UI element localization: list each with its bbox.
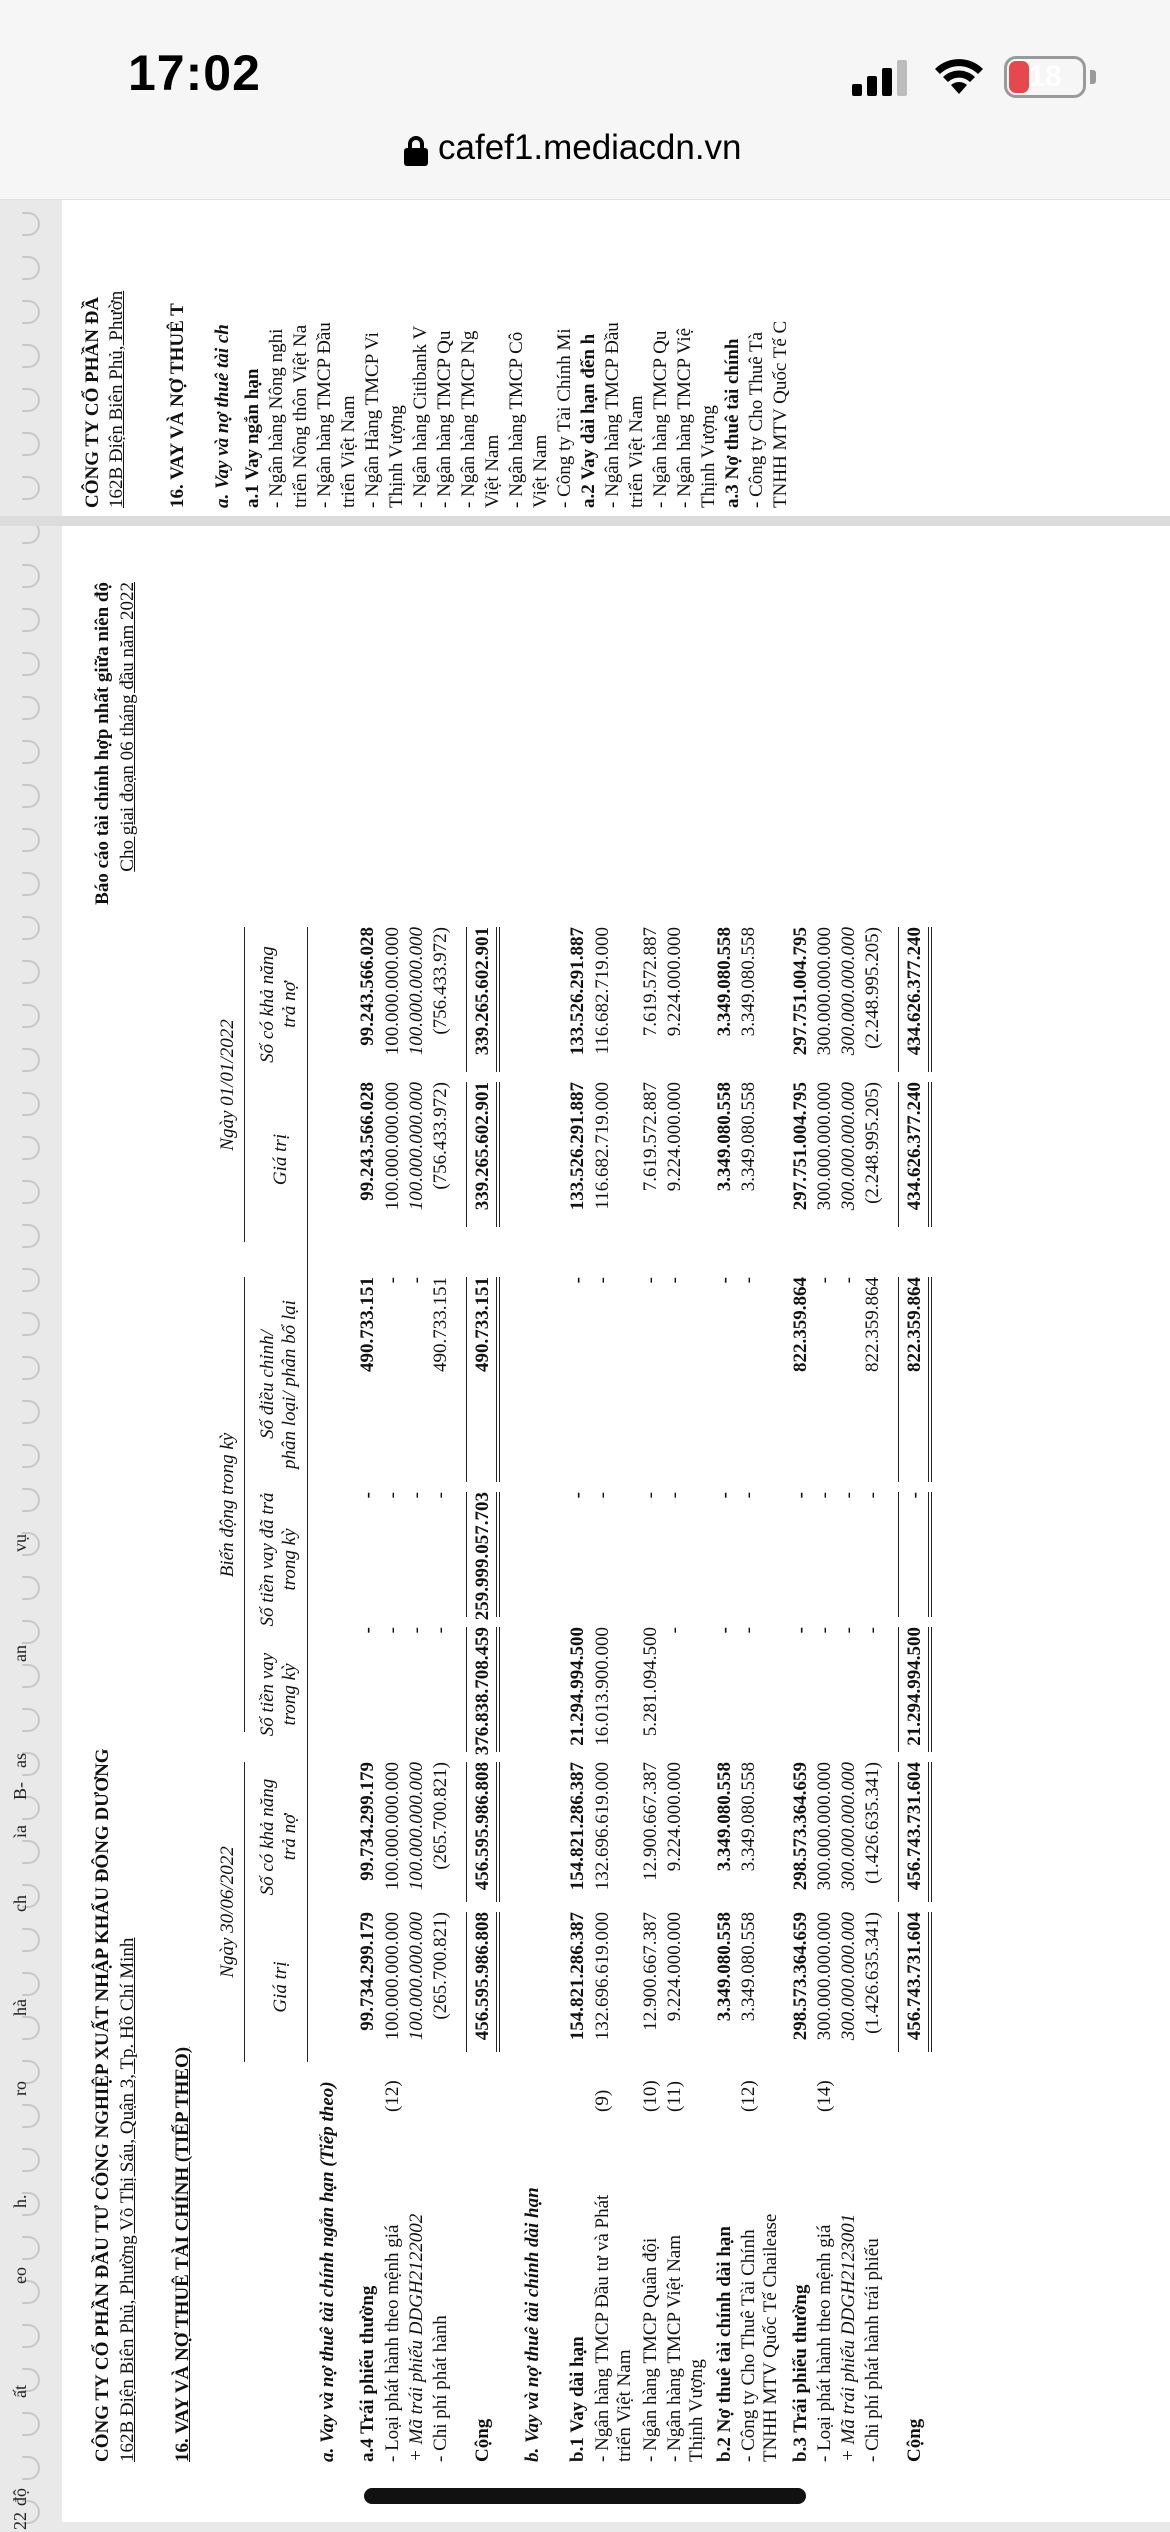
table-cell: 21.294.994.500 — [904, 1627, 925, 1746]
pdf-viewer[interactable] — [0, 200, 1170, 2532]
table-cell: 490.733.151 — [357, 1277, 378, 1372]
prev-address: 162B Điện Biên Phủ, Phườn — [106, 290, 127, 508]
table-cell: 132.696.619.000 — [592, 1912, 613, 2041]
table-cell: 297.751.004.795 — [790, 927, 811, 1056]
fragment-text: ro — [10, 2081, 30, 2096]
column-header: Số tiền vay đã trả — [257, 1492, 278, 1627]
prev-line: - Ngân hàng TMCP Ng — [458, 330, 479, 508]
table-cell: - — [814, 1277, 835, 1284]
group-rule-3 — [244, 927, 245, 1242]
total-double-rule — [496, 1627, 500, 1752]
row-label: b. Vay và nợ thuê tài chính dài hạn — [522, 2187, 543, 2462]
table-cell: - — [664, 1492, 685, 1499]
fragment-text: ch — [10, 1895, 30, 1912]
table-cell: - — [838, 1277, 859, 1284]
row-label-continued: triển Việt Nam — [614, 2349, 635, 2462]
table-cell: - — [738, 1277, 759, 1284]
status-time: 17:02 — [128, 45, 261, 101]
table-cell: - — [592, 1277, 613, 1284]
table-cell: - — [814, 1627, 835, 1634]
prev-line: Thịnh Vượng — [698, 405, 719, 508]
fragment-text: độ — [10, 2488, 30, 2506]
row-label: + Mã trái phiếu DDGH2123001 — [838, 2213, 859, 2462]
column-header: Giá trị — [270, 1961, 291, 2013]
prev-line: triển Việt Nam — [338, 395, 359, 508]
total-double-rule — [496, 1492, 500, 1617]
table-cell: 5.281.094.500 — [640, 1627, 661, 1737]
table-cell: - — [592, 1492, 613, 1499]
prev-line: - Ngân hàng TMCP Đầu — [314, 322, 335, 508]
table-cell: 300.000.000.000 — [838, 1082, 859, 1211]
table-cell: - — [814, 1492, 835, 1499]
table-cell: 9.224.000.000 — [664, 1082, 685, 1192]
total-double-rule — [928, 1762, 932, 1902]
total-top-rule — [466, 1492, 467, 1617]
row-note: (14) — [814, 2080, 835, 2112]
group-rule-2 — [244, 1277, 245, 1732]
row-label: + Mã trái phiếu DDGH2122002 — [406, 2213, 427, 2462]
table-cell: 822.359.864 — [862, 1277, 883, 1372]
current-page — [62, 522, 1170, 2522]
table-cell: 300.000.000.000 — [838, 1762, 859, 1891]
row-note: (12) — [382, 2080, 403, 2112]
fragment-text: an — [10, 1645, 30, 1662]
prev-line: - Ngân hàng TMCP Qu — [650, 330, 671, 508]
total-top-rule — [898, 1762, 899, 1902]
table-cell: 339.265.602.901 — [472, 1082, 493, 1211]
table-cell: - — [862, 1492, 883, 1499]
table-cell: 822.359.864 — [904, 1277, 925, 1372]
table-cell: - — [714, 1492, 735, 1499]
fragment-text: 22 — [10, 2512, 30, 2530]
total-double-rule — [928, 927, 932, 1072]
table-cell: 99.243.566.028 — [357, 1082, 378, 1201]
table-cell: (1.426.635.341) — [862, 1762, 883, 1884]
table-cell: 100.000.000.000 — [382, 1762, 403, 1891]
row-label: a. Vay và nợ thuê tài chính ngắn hạn (Tiếp theo) — [317, 2081, 338, 2462]
section-title: 16. VAY VÀ NỢ THUÊ TÀI CHÍNH (TIẾP THEO) — [172, 2046, 193, 2462]
previous-page-content — [62, 200, 1170, 518]
table-cell: (2.248.995.205) — [862, 1082, 883, 1204]
row-label: b.1 Vay dài hạn — [567, 2336, 588, 2462]
row-label: - Loại phát hành theo mệnh giá — [814, 2224, 835, 2462]
table-cell: - — [664, 1277, 685, 1284]
row-label: - Chi phí phát hành trái phiếu — [862, 2238, 883, 2462]
row-label: - Công ty Cho Thuê Tài Chính — [738, 2229, 759, 2462]
prev-line: Việt Nam — [482, 434, 503, 508]
cellular-signal-icon — [852, 60, 912, 96]
table-cell: 16.013.900.000 — [592, 1627, 613, 1746]
total-top-rule — [466, 1277, 467, 1482]
fragment-text: ất — [10, 2385, 30, 2398]
table-cell: (265.700.821) — [430, 1912, 451, 2020]
group-rule-1 — [244, 1762, 245, 2062]
total-double-rule — [496, 1762, 500, 1902]
total-double-rule — [928, 1627, 932, 1752]
column-header: trả nợ — [279, 1813, 300, 1861]
table-cell: - — [714, 1277, 735, 1284]
table-cell: - — [640, 1277, 661, 1284]
table-cell: 297.751.004.795 — [790, 1082, 811, 1211]
column-header: Số điều chỉnh/ — [257, 1330, 278, 1439]
lock-icon — [404, 136, 428, 166]
prev-line: TNHH MTV Quốc Tế C — [770, 320, 791, 508]
column-header: Số có khả năng — [257, 1778, 278, 1896]
table-cell: - — [904, 1492, 925, 1499]
prev-line: a.1 Vay ngắn hạn — [242, 368, 263, 508]
total-double-rule — [928, 1082, 932, 1227]
battery-level: 18 — [1028, 60, 1062, 93]
table-cell: 3.349.080.558 — [738, 927, 759, 1037]
prev-line: - Ngân Hàng TMCP Vi — [362, 332, 383, 508]
table-cell: 822.359.864 — [790, 1277, 811, 1372]
url-text[interactable]: cafef1.mediacdn.vn — [438, 128, 742, 167]
total-double-rule — [496, 1082, 500, 1227]
column-header: trả nợ — [279, 981, 300, 1028]
prev-line: a.3 Nợ thuê tài chính — [722, 338, 743, 508]
row-label: Cộng — [904, 2418, 925, 2462]
total-double-rule — [496, 1277, 500, 1482]
wifi-icon — [932, 54, 986, 96]
table-cell: 132.696.619.000 — [592, 1762, 613, 1891]
fragment-text: as — [10, 1753, 30, 1768]
table-cell: 154.821.286.387 — [567, 1912, 588, 2041]
table-cell: 12.900.667.387 — [640, 1912, 661, 2031]
total-double-rule — [928, 1912, 932, 2052]
table-cell: 154.821.286.387 — [567, 1762, 588, 1891]
prev-line: - Ngân hàng TMCP Việ — [674, 327, 695, 508]
table-cell: 9.224.000.000 — [664, 927, 685, 1037]
fragment-text: ìa — [10, 1825, 30, 1838]
group-header-2022-01-01: Ngày 01/01/2022 — [217, 1019, 238, 1151]
prev-line: - Ngân hàng Nông nghi — [266, 328, 287, 508]
row-note: (12) — [738, 2080, 759, 2112]
prev-section: 16. VAY VÀ NỢ THUÊ T — [167, 303, 188, 508]
table-cell: - — [382, 1277, 403, 1284]
column-header: Số tiền vay — [257, 1652, 278, 1737]
table-cell: 3.349.080.558 — [714, 1762, 735, 1872]
total-top-rule — [466, 927, 467, 1072]
prev-line: - Ngân hàng TMCP Đầu — [602, 322, 623, 508]
table-cell: - — [738, 1627, 759, 1634]
table-cell: 133.526.291.887 — [567, 927, 588, 1056]
total-double-rule — [928, 1492, 932, 1617]
rotated-report — [62, 522, 1122, 2522]
table-cell: 100.000.000.000 — [406, 1762, 427, 1891]
table-cell: 434.626.377.240 — [904, 927, 925, 1056]
table-cell: - — [838, 1492, 859, 1499]
fragment-text: h. — [10, 2194, 30, 2208]
prev-company: CÔNG TY CỔ PHẦN ĐẦ — [82, 296, 103, 508]
battery-cap — [1090, 70, 1096, 84]
row-label-continued: Thịnh Vượng — [686, 2359, 707, 2462]
table-cell: (2.248.995.205) — [862, 927, 883, 1049]
row-note: (10) — [640, 2080, 661, 2112]
table-cell: (1.426.635.341) — [862, 1912, 883, 2034]
prev-line: - Ngân hàng TMCP Cô — [506, 331, 527, 508]
table-cell: - — [382, 1627, 403, 1634]
table-cell: 7.619.572.887 — [640, 927, 661, 1037]
total-top-rule — [898, 1492, 899, 1617]
fragment-text: B- — [10, 1782, 30, 1800]
table-cell: 100.000.000.000 — [382, 1082, 403, 1211]
table-cell: 3.349.080.558 — [714, 1082, 735, 1192]
row-label: - Ngân hàng TMCP Quân đội — [640, 2237, 661, 2462]
table-cell: 300.000.000.000 — [814, 1082, 835, 1211]
table-cell: (756.433.972) — [430, 927, 451, 1035]
table-cell: 7.619.572.887 — [640, 1082, 661, 1192]
table-cell: 456.595.986.808 — [472, 1912, 493, 2041]
table-cell: 300.000.000.000 — [838, 1912, 859, 2041]
home-indicator[interactable] — [364, 2488, 806, 2504]
table-cell: 300.000.000.000 — [814, 1912, 835, 2041]
total-top-rule — [898, 1277, 899, 1482]
prev-line: a. Vay và nợ thuê tài ch — [212, 324, 233, 508]
table-cell: - — [382, 1492, 403, 1499]
total-top-rule — [898, 927, 899, 1072]
table-cell: (265.700.821) — [430, 1762, 451, 1870]
total-top-rule — [466, 1912, 467, 2052]
row-label: Cộng — [472, 2418, 493, 2462]
battery-icon — [1004, 56, 1086, 98]
table-cell: 456.743.731.604 — [904, 1912, 925, 2041]
table-cell: 376.838.708.459 — [472, 1627, 493, 1756]
row-label: a.4 Trái phiếu thường — [357, 2285, 378, 2462]
table-cell: 300.000.000.000 — [838, 927, 859, 1056]
report-company: CÔNG TY CỔ PHẦN ĐẦU TƯ CÔNG NGHIỆP XUẤT NHẬP KHẨU ĐÔNG DƯƠNG — [92, 1748, 113, 2462]
table-cell: 9.224.000.000 — [664, 1912, 685, 2022]
table-cell: 116.682.719.000 — [592, 1082, 613, 1210]
fragment-text: hà — [10, 1999, 30, 2016]
table-cell: 490.733.151 — [472, 1277, 493, 1372]
row-label: - Ngân hàng TMCP Đầu tư và Phát — [592, 2194, 613, 2462]
table-cell: 259.999.057.703 — [472, 1492, 493, 1621]
total-top-rule — [898, 1627, 899, 1752]
url-bar[interactable] — [0, 120, 1170, 200]
table-cell: 100.000.000.000 — [382, 1912, 403, 2041]
row-label: - Ngân hàng TMCP Việt Nam — [664, 2234, 685, 2462]
table-cell: - — [430, 1627, 451, 1634]
row-note: (9) — [592, 2089, 613, 2112]
report-period: Cho giai đoạn 06 tháng đầu năm 2022 — [117, 582, 138, 872]
column-header: Số có khả năng — [257, 946, 278, 1063]
total-top-rule — [466, 1627, 467, 1752]
fragment-text: vụ — [10, 1534, 30, 1552]
table-cell: - — [406, 1492, 427, 1499]
table-cell: 3.349.080.558 — [738, 1762, 759, 1872]
total-double-rule — [496, 927, 500, 1072]
table-cell: 3.349.080.558 — [738, 1912, 759, 2022]
table-cell: - — [664, 1627, 685, 1634]
prev-line: - Công ty Cho Thuê Tà — [746, 331, 767, 508]
table-cell: - — [714, 1627, 735, 1634]
table-cell: 133.526.291.887 — [567, 1082, 588, 1211]
table-cell: - — [406, 1627, 427, 1634]
prev-line: triển Nông thôn Việt Na — [290, 324, 311, 508]
row-label: - Loại phát hành theo mệnh giá — [382, 2224, 403, 2462]
table-cell: - — [567, 1277, 588, 1284]
column-header: trong kỳ — [279, 1663, 300, 1726]
table-cell: 490.733.151 — [430, 1277, 451, 1372]
total-top-rule — [898, 1082, 899, 1227]
table-cell: (756.433.972) — [430, 1082, 451, 1190]
row-note: (11) — [664, 2081, 685, 2112]
row-label-continued: TNHH MTV Quốc Tế Chailease — [760, 2213, 781, 2462]
row-label: b.2 Nợ thuê tài chính dài hạn — [714, 2226, 735, 2462]
table-cell: - — [357, 1492, 378, 1499]
table-cell: 12.900.667.387 — [640, 1762, 661, 1881]
prev-line: - Ngân hàng TMCP Qu — [434, 330, 455, 508]
total-double-rule — [928, 1277, 932, 1482]
table-cell: 300.000.000.000 — [814, 927, 835, 1056]
table-cell: - — [738, 1492, 759, 1499]
table-cell: 339.265.602.901 — [472, 927, 493, 1056]
prev-line: triển Việt Nam — [626, 395, 647, 508]
table-cell: - — [790, 1492, 811, 1499]
table-cell: 3.349.080.558 — [714, 927, 735, 1037]
table-cell: 456.595.986.808 — [472, 1762, 493, 1891]
total-double-rule — [496, 1912, 500, 2052]
table-cell: 100.000.000.000 — [406, 927, 427, 1056]
total-top-rule — [466, 1082, 467, 1227]
table-cell: 300.000.000.000 — [814, 1762, 835, 1891]
table-cell: - — [567, 1492, 588, 1499]
prev-line: - Ngân hàng Citibank V — [410, 325, 431, 508]
table-cell: 3.349.080.558 — [738, 1082, 759, 1192]
table-cell: 298.573.364.659 — [790, 1912, 811, 2041]
row-label: - Chi phí phát hành — [430, 2315, 451, 2462]
table-cell: 116.682.719.000 — [592, 927, 613, 1055]
table-cell: 99.734.299.179 — [357, 1762, 378, 1881]
group-header-movement: Biến động trong kỳ — [217, 1432, 238, 1578]
table-cell: 456.743.731.604 — [904, 1762, 925, 1891]
table-cell: 100.000.000.000 — [406, 1082, 427, 1211]
column-header: trong kỳ — [279, 1528, 300, 1591]
table-cell: 100.000.000.000 — [406, 1912, 427, 2041]
header-rule — [307, 927, 308, 2062]
column-header: phân loại/ phân bổ lại — [279, 1300, 300, 1469]
table-cell: - — [430, 1492, 451, 1499]
table-cell: 9.224.000.000 — [664, 1762, 685, 1872]
adjacent-page-fragments — [0, 0, 62, 2532]
prev-line: Thịnh Vượng — [386, 405, 407, 508]
report-title: Báo cáo tài chính hợp nhất giữa niên độ — [92, 582, 113, 905]
fragment-text: eo — [10, 2267, 30, 2284]
table-cell: - — [640, 1492, 661, 1499]
status-bar — [0, 0, 1170, 120]
report-address: 162B Điện Biên Phủ, Phường Võ Thị Sáu, Quận 3, Tp. Hồ Chí Minh — [117, 1937, 138, 2462]
table-cell: 21.294.994.500 — [567, 1627, 588, 1746]
total-top-rule — [466, 1762, 467, 1902]
table-cell: - — [838, 1627, 859, 1634]
prev-line: a.2 Vay dài hạn đến h — [578, 333, 599, 508]
table-cell: - — [790, 1627, 811, 1634]
table-cell: 100.000.000.000 — [382, 927, 403, 1056]
table-cell: 3.349.080.558 — [714, 1912, 735, 2022]
prev-line: - Công ty Tài Chính Mi — [554, 328, 575, 508]
table-cell: 298.573.364.659 — [790, 1762, 811, 1891]
group-header-2022-06-30: Ngày 30/06/2022 — [217, 1846, 238, 1978]
table-cell: - — [862, 1627, 883, 1634]
table-cell: - — [406, 1277, 427, 1284]
page-gap — [0, 516, 1170, 526]
table-cell: - — [357, 1627, 378, 1634]
total-top-rule — [898, 1912, 899, 2052]
row-label: b.3 Trái phiếu thường — [790, 2284, 811, 2462]
table-cell: 99.734.299.179 — [357, 1912, 378, 2031]
previous-page — [62, 200, 1170, 518]
table-cell: 434.626.377.240 — [904, 1082, 925, 1211]
column-header: Giá trị — [270, 1133, 291, 1186]
prev-line: Việt Nam — [530, 434, 551, 508]
table-cell: 99.243.566.028 — [357, 927, 378, 1046]
